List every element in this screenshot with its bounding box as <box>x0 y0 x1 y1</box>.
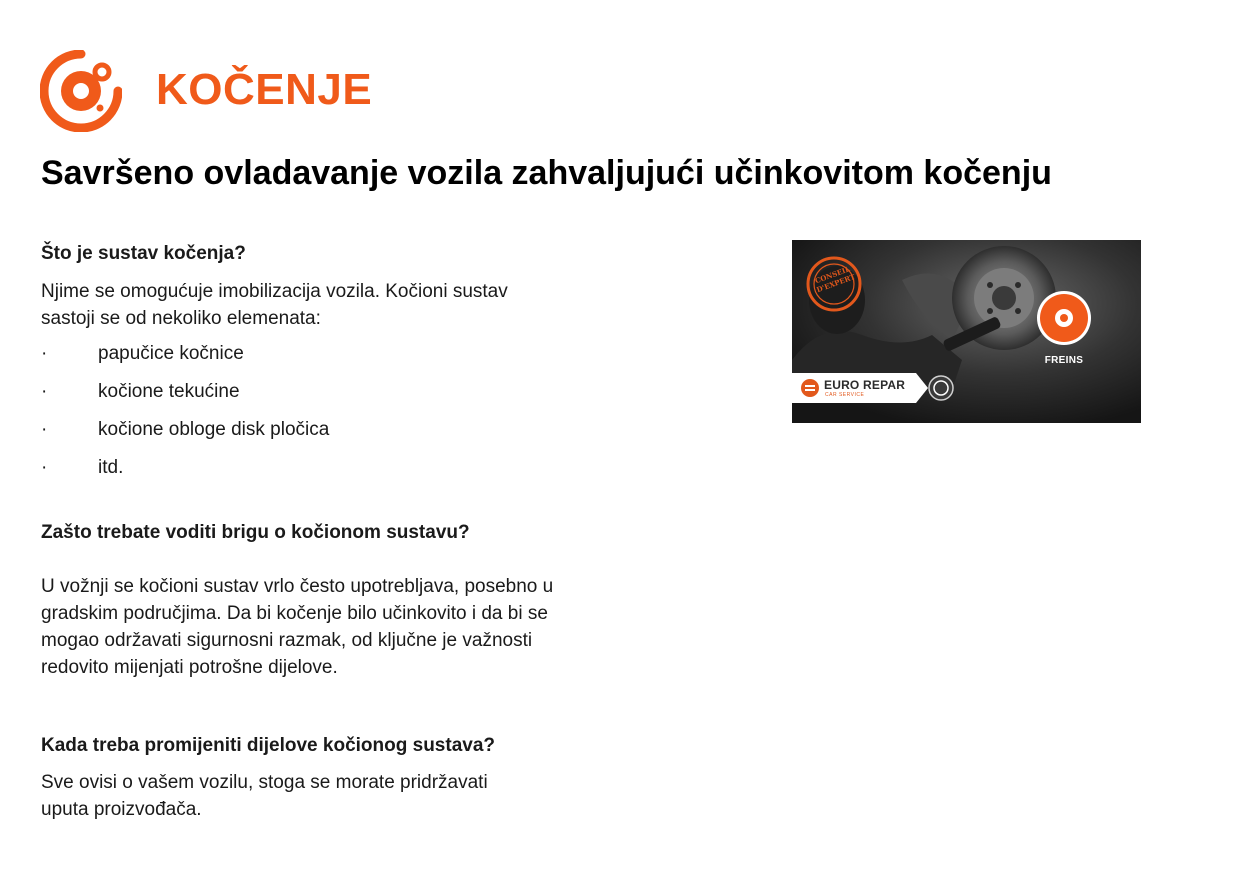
article-body <box>41 240 561 823</box>
freins-badge-label: FREINS <box>1044 355 1084 366</box>
brand-tagline: CAR SERVICE <box>825 392 865 398</box>
bullet-marker: · <box>41 343 48 364</box>
section-paragraph-1: Njime se omogućuje imobilizacija vozila. Kočioni sustav sastoji se od nekoliko elemenata: <box>41 281 508 329</box>
page-headline: Savršeno ovladavanje vozila zahvaljujući učinkovitom kočenju <box>41 154 1052 192</box>
euro-repar-logo-icon <box>801 379 819 397</box>
bullet-marker: · <box>41 457 48 478</box>
brand-name: EURO REPAR <box>824 378 906 392</box>
bullet-marker: · <box>41 381 48 402</box>
section-question-1: Što je sustav kočenja? <box>41 243 246 264</box>
section-paragraph-3: Sve ovisi o vašem vozilu, stoga se morate pridržavati uputa proizvođača. <box>41 772 488 820</box>
quality-seal-icon <box>929 376 953 400</box>
section-title: KOČENJE <box>156 65 373 114</box>
list-item-text: itd. <box>98 457 124 478</box>
list-item-text: kočione obloge disk pločica <box>98 419 330 440</box>
list-item-text: kočione tekućine <box>98 381 240 402</box>
expert-stamp-text: CONSEIL D'EXPERT <box>813 264 857 295</box>
list-item <box>41 449 561 487</box>
section-question-3: Kada treba promijeniti dijelove kočionog sustava? <box>41 735 495 756</box>
bullet-marker: · <box>41 419 48 440</box>
bullet-list <box>41 335 561 487</box>
list-item <box>41 373 561 411</box>
brake-disc-icon <box>40 50 122 132</box>
list-item-text: papučice kočnice <box>98 343 244 364</box>
section-paragraph-2: U vožnji se kočioni sustav vrlo često upotrebljava, posebno u gradskim područjima. Da bi kočenje bilo učinkovito i da bi se mogao održavati sigurnosni razmak, od ključne je važnosti redovito mijenjati potrošne dijelove. <box>41 576 554 678</box>
section-question-2: Zašto trebate voditi brigu o kočionom sustavu? <box>41 522 470 543</box>
brake-service-image <box>792 240 1141 423</box>
list-item <box>41 411 561 449</box>
list-item <box>41 335 561 373</box>
